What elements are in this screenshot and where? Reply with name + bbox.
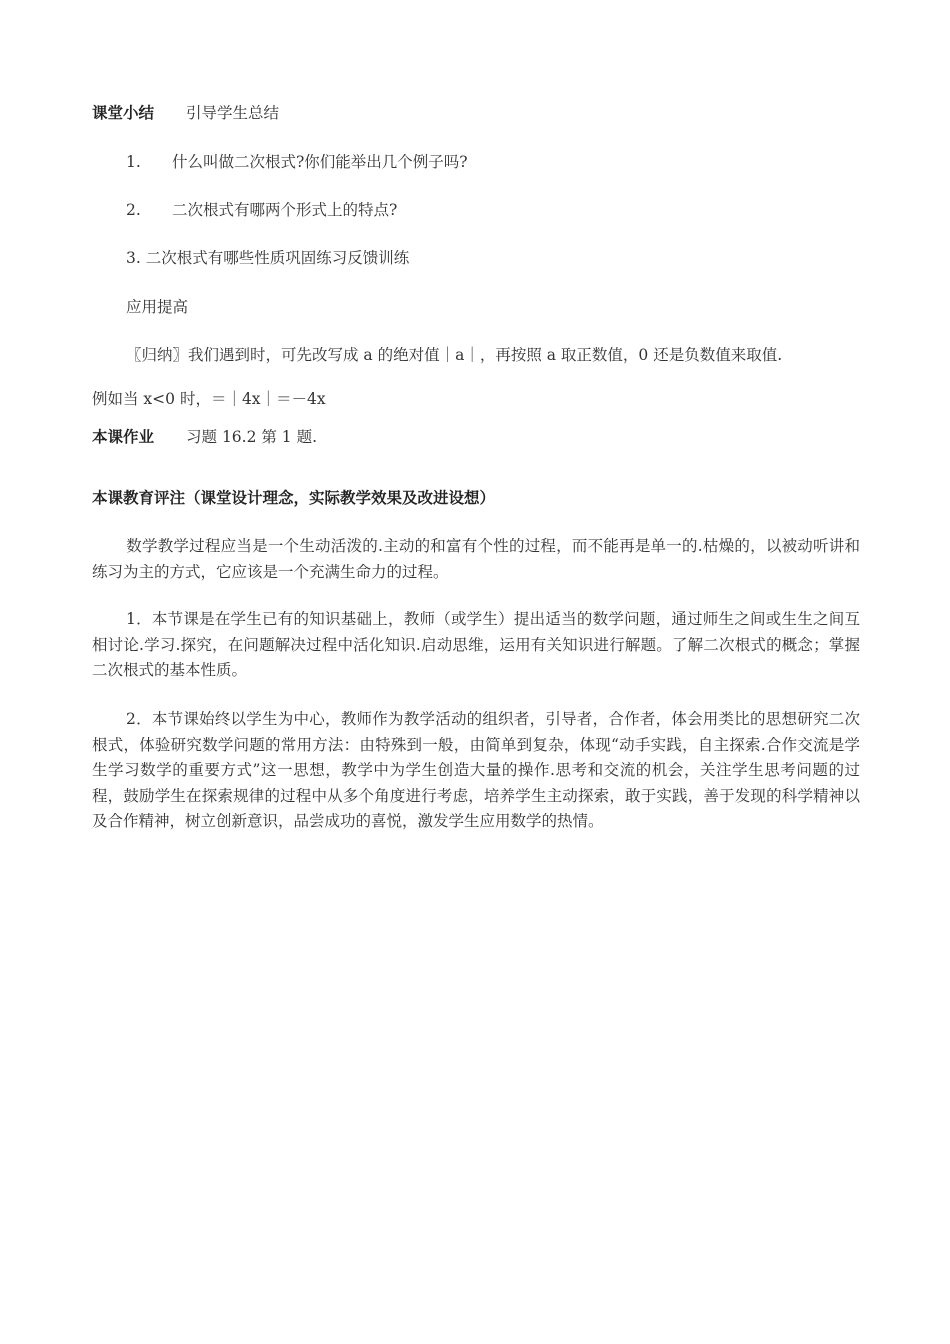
example-text: 例如当 x<0 时，＝｜4x｜＝－4x	[92, 390, 326, 408]
item-number: 3.	[126, 249, 141, 267]
paragraph-text: 数学教学过程应当是一个生动活泼的.主动的和富有个性的过程，而不能再是单一的.枯燥的，以被动听讲和练习为主的方式，它应该是一个充满生命力的过程。	[92, 537, 860, 581]
induction-text: 〖归纳〗我们遇到时，可先改写成 a 的绝对值｜a｜，再按照 a 取正数值，0 还是负数值来取值.	[126, 346, 783, 364]
evaluation-paragraph-3	[92, 707, 860, 835]
summary-heading: 课堂小结	[92, 103, 155, 122]
item-text: 二次根式有哪两个形式上的特点?	[172, 201, 398, 219]
summary-item-2	[126, 200, 397, 220]
summary-line	[92, 103, 279, 123]
summary-item-1	[126, 152, 468, 172]
homework-text: 习题 16.2 第 1 题.	[186, 428, 318, 446]
homework-heading: 本课作业	[92, 427, 155, 446]
item-text: 二次根式有哪些性质巩固练习反馈训练	[145, 249, 410, 267]
summary-item-3	[126, 248, 409, 268]
evaluation-paragraph-2	[92, 607, 860, 684]
item-number: 1.	[126, 153, 141, 171]
paragraph-text: 1．本节课是在学生已有的知识基础上，教师（或学生）提出适当的数学问题，通过师生之间或生生之间互相讨论.学习.探究，在问题解决过程中活化知识.启动思维，运用有关知识进行解题。了解二次根式的概念；掌握二次根式的基本性质。	[92, 610, 860, 679]
homework-line	[92, 427, 317, 447]
item-text: 什么叫做二次根式?你们能举出几个例子吗?	[172, 153, 468, 171]
evaluation-paragraph-1	[92, 534, 860, 585]
paragraph-text: 2．本节课始终以学生为中心，教师作为教学活动的组织者，引导者，合作者，体会用类比的思想研究二次根式，体验研究数学问题的常用方法：由特殊到一般，由简单到复杂，体现“动手实践，自主探索.合作交流是学生学习数学的重要方式”这一思想，教学中为学生创造大量的操作.思考和交流的机会，关注学生思考问题的过程，鼓励学生在探索规律的过程中从多个角度进行考虑，培养学生主动探索，敢于实践，善于发现的科学精神以及合作精神，树立创新意识，品尝成功的喜悦，激发学生应用数学的热情。	[92, 710, 860, 830]
item-number: 2.	[126, 201, 141, 219]
application-heading: 应用提高	[126, 298, 189, 316]
evaluation-heading: 本课教育评注（课堂设计理念，实际教学效果及改进设想）	[92, 488, 496, 507]
summary-heading-text: 引导学生总结	[186, 104, 280, 122]
